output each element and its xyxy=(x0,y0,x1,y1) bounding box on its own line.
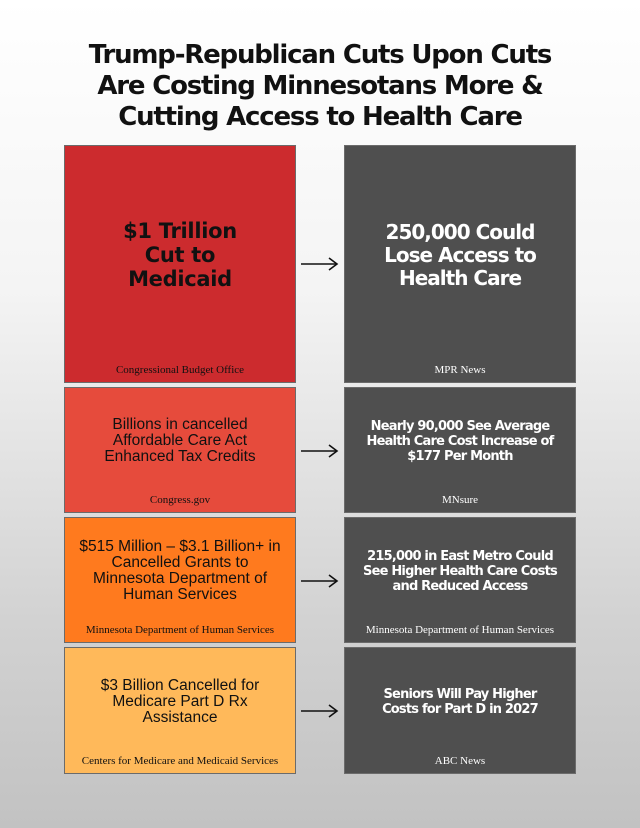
impact-card-text: 215,000 in East Metro Could See Higher Health Care Costs and Reduced Access xyxy=(363,548,557,594)
title-line-3: Cutting Access to Health Care xyxy=(118,102,522,132)
source-label: MPR News xyxy=(434,364,486,376)
cut-card-dhs-grants xyxy=(64,517,296,643)
impact-card-east-metro xyxy=(344,517,576,643)
impact-card-seniors xyxy=(344,647,576,774)
right-arrow-icon xyxy=(300,704,340,718)
cut-card-aca-credits xyxy=(64,387,296,513)
impact-card-access xyxy=(344,145,576,383)
impact-card-cost-increase xyxy=(344,387,576,513)
cut-card-text: $1 Trillion Cut to Medicaid xyxy=(123,219,237,291)
source-label: Minnesota Department of Human Services xyxy=(365,624,555,636)
impact-card-text: 250,000 Could Lose Access to Health Care xyxy=(384,219,536,290)
source-label: Minnesota Department of Human Services xyxy=(85,624,275,636)
source-label: Congressional Budget Office xyxy=(115,364,245,376)
right-arrow-icon xyxy=(300,574,340,588)
cut-card-text: $515 Million – $3.1 Billion+ in Cancelled Grants to Minnesota Department of Human Services xyxy=(79,538,281,603)
cut-card-text: Billions in cancelled Affordable Care Act Enhanced Tax Credits xyxy=(104,416,256,465)
source-label: MNsure xyxy=(441,494,479,506)
page-title xyxy=(40,40,600,133)
impact-card-text: Seniors Will Pay Higher Costs for Part D in 2027 xyxy=(382,686,538,717)
source-label: Centers for Medicare and Medicaid Services xyxy=(81,755,279,767)
cut-card-medicaid xyxy=(64,145,296,383)
impact-card-text: Nearly 90,000 See Average Health Care Cost Increase of $177 Per Month xyxy=(366,418,554,464)
title-line-2: Are Costing Minnesotans More & xyxy=(97,71,543,101)
right-arrow-icon xyxy=(300,444,340,458)
source-label: Congress.gov xyxy=(149,494,211,506)
right-arrow-icon xyxy=(300,257,340,271)
source-label: ABC News xyxy=(434,755,486,767)
title-line-1: Trump-Republican Cuts Upon Cuts xyxy=(88,40,552,70)
cut-card-text: $3 Billion Cancelled for Medicare Part D Rx Assistance xyxy=(100,676,260,726)
cut-card-medicare-part-d xyxy=(64,647,296,774)
